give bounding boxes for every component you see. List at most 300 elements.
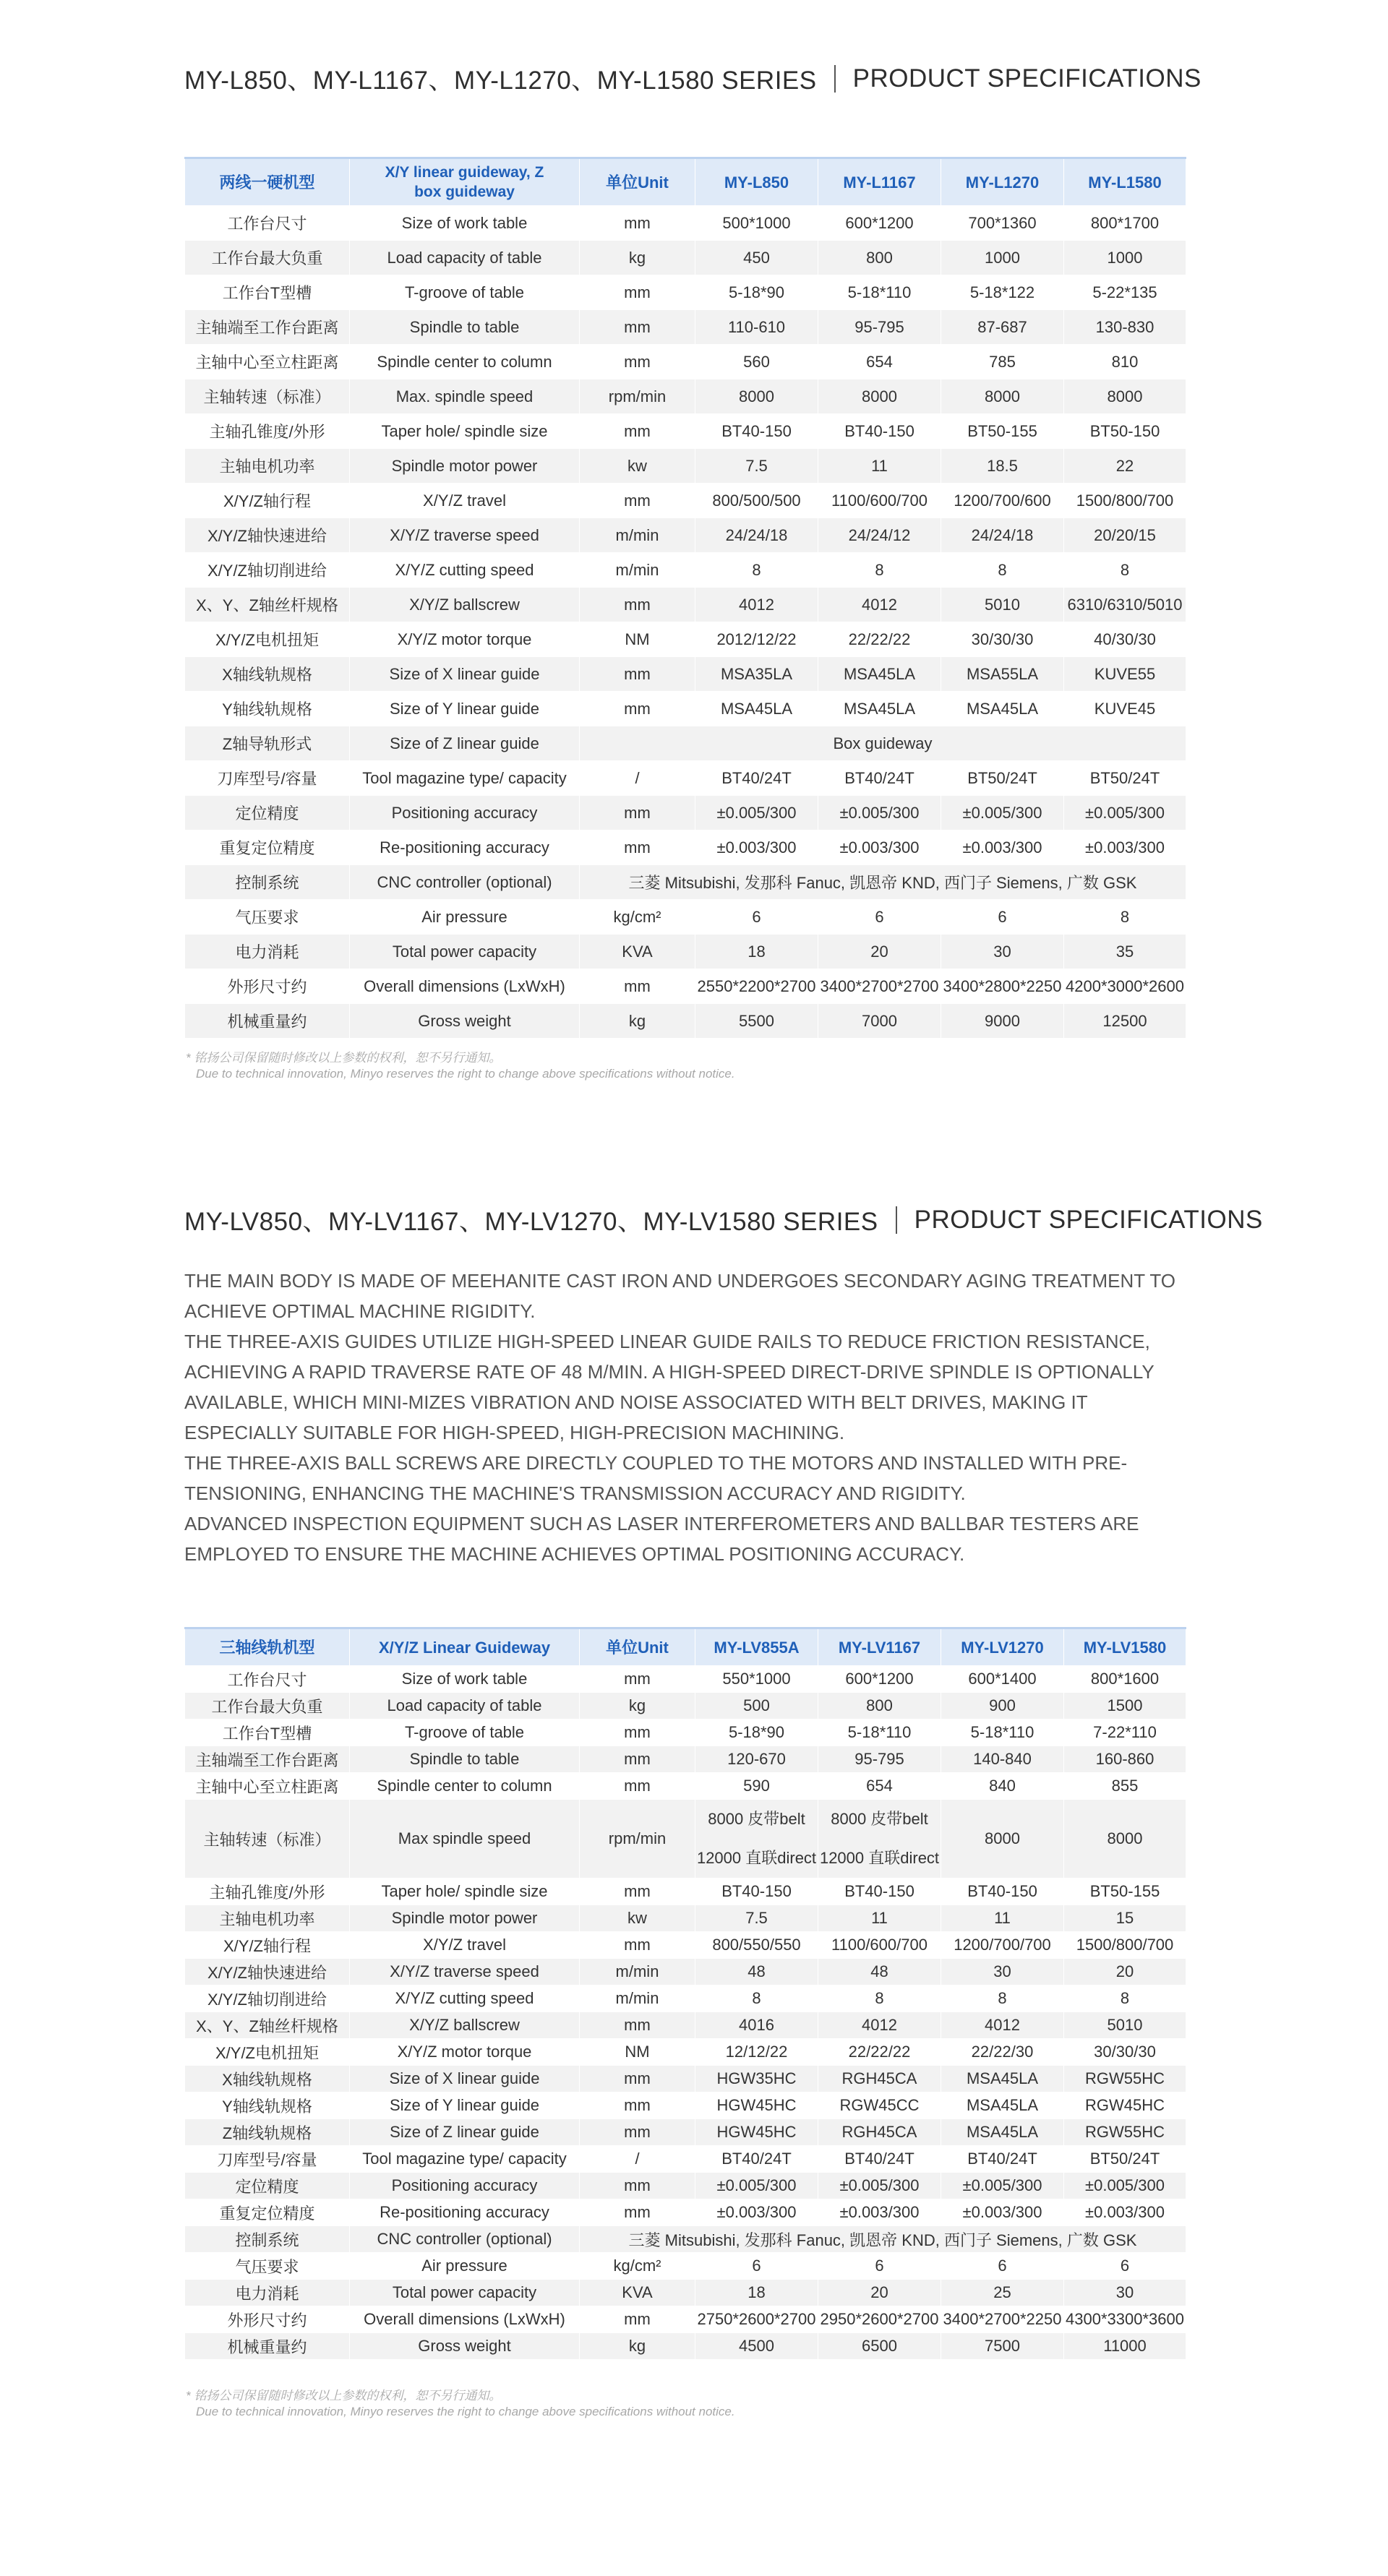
spec-value: 6 (941, 900, 1064, 935)
table-row (185, 1666, 1186, 1693)
spec-value-span: 三菱 Mitsubishi, 发那科 Fanuc, 凯恩帝 KND, 西门子 Siemens, 广数 GSK (580, 2226, 1186, 2253)
footnote-cn: * 铭扬公司保留随时修改以上参数的权利，恕不另行通知。 (186, 2389, 502, 2403)
param-name-cn: 主轴中心至立柱距离 (185, 1773, 350, 1800)
param-unit: kw (580, 1905, 695, 1932)
spec-value: 5-18*110 (818, 275, 941, 310)
table-row (185, 657, 1186, 692)
table-header-row (185, 1628, 1186, 1666)
table-row (185, 241, 1186, 275)
param-name-cn: 主轴转速（标准） (185, 379, 350, 414)
spec-value: BT40-150 (695, 414, 818, 449)
spec-value: BT40/24T (818, 2146, 941, 2173)
param-name-cn: 工作台尺寸 (185, 206, 350, 241)
param-name-en: Max. spindle speed (350, 379, 580, 414)
param-name-en: Spindle center to column (350, 1773, 580, 1800)
spec-value-line: 12000 直联direct (819, 1849, 940, 1867)
param-unit: mm (580, 1720, 695, 1746)
param-name-cn: X轴线轨规格 (185, 2066, 350, 2092)
spec-value: 22/22/30 (941, 2039, 1064, 2066)
title-separator (834, 65, 836, 93)
spec-value: 810 (1064, 345, 1186, 379)
spec-value: 1100/600/700 (818, 484, 941, 518)
spec-value: 20/20/15 (1064, 518, 1186, 553)
spec-value: 30 (941, 1959, 1064, 1985)
spec-value: 6 (1064, 2253, 1186, 2280)
table-row (185, 1746, 1186, 1773)
spec-value: 11 (941, 1905, 1064, 1932)
spec-value: 2950*2600*2700 (818, 2306, 941, 2333)
table-row (185, 2253, 1186, 2280)
spec-value: 8000 (695, 379, 818, 414)
spec-value: 25 (941, 2280, 1064, 2306)
table-row (185, 449, 1186, 484)
column-header: MY-LV1167 (818, 1628, 941, 1666)
spec-value: 87-687 (941, 310, 1064, 345)
param-unit: mm (580, 345, 695, 379)
table-row (185, 2280, 1186, 2306)
param-name-cn: X/Y/Z轴切削进给 (185, 553, 350, 588)
table-row (185, 1720, 1186, 1746)
spec-value: 4012 (818, 2012, 941, 2039)
spec-value: 30 (1064, 2280, 1186, 2306)
spec-value: 800*1600 (1064, 1666, 1186, 1693)
spec-value: BT50-150 (1064, 414, 1186, 449)
param-unit: KVA (580, 935, 695, 969)
param-unit: mm (580, 2092, 695, 2119)
table-row (185, 1693, 1186, 1720)
param-name-en: X/Y/Z cutting speed (350, 553, 580, 588)
param-name-en: X/Y/Z motor torque (350, 622, 580, 657)
param-name-en: Spindle to table (350, 1746, 580, 1773)
param-name-en: Size of X linear guide (350, 2066, 580, 2092)
spec-value: 140-840 (941, 1746, 1064, 1773)
param-name-en: Total power capacity (350, 935, 580, 969)
spec-value: 4012 (818, 588, 941, 622)
param-name-en: Tool magazine type/ capacity (350, 2146, 580, 2173)
spec-value: MSA45LA (818, 657, 941, 692)
param-name-cn: 机械重量约 (185, 1004, 350, 1039)
spec-value: 12/12/22 (695, 2039, 818, 2066)
param-name-en: Gross weight (350, 2333, 580, 2360)
param-name-en: X/Y/Z travel (350, 484, 580, 518)
table-row (185, 830, 1186, 865)
param-name-cn: 工作台最大负重 (185, 241, 350, 275)
param-unit: kg/cm² (580, 900, 695, 935)
param-name-cn: 机械重量约 (185, 2333, 350, 2360)
spec-value: MSA45LA (818, 692, 941, 726)
spec-value: 5500 (695, 1004, 818, 1039)
param-unit: mm (580, 275, 695, 310)
param-name-cn: X/Y/Z轴切削进给 (185, 1985, 350, 2012)
section2-description (184, 1266, 1196, 1569)
table-row (185, 2092, 1186, 2119)
spec-value: ±0.005/300 (1064, 796, 1186, 830)
param-unit: mm (580, 206, 695, 241)
spec-value: 600*1400 (941, 1666, 1064, 1693)
spec-value: BT50-155 (1064, 1879, 1186, 1905)
param-name-en: Max spindle speed (350, 1800, 580, 1879)
param-name-cn: 工作台最大负重 (185, 1693, 350, 1720)
spec-value: 550*1000 (695, 1666, 818, 1693)
spec-value: 3400*2700*2700 (818, 969, 941, 1004)
param-name-cn: 定位精度 (185, 796, 350, 830)
spec-value: BT40-150 (818, 1879, 941, 1905)
param-name-cn: 外形尺寸约 (185, 2306, 350, 2333)
spec-value: 8 (941, 553, 1064, 588)
spec-value: 8 (818, 553, 941, 588)
spec-value: MSA45LA (941, 692, 1064, 726)
param-name-en: Load capacity of table (350, 241, 580, 275)
spec-value: 8000 (818, 379, 941, 414)
param-name-cn: 定位精度 (185, 2173, 350, 2199)
param-name-en: Air pressure (350, 2253, 580, 2280)
param-name-cn: 主轴孔锥度/外形 (185, 1879, 350, 1905)
spec-value: MSA45LA (941, 2092, 1064, 2119)
spec-value: 5-18*110 (818, 1720, 941, 1746)
spec-value: 800*1700 (1064, 206, 1186, 241)
param-unit: mm (580, 1932, 695, 1959)
spec-value: 7.5 (695, 1905, 818, 1932)
table-row (185, 1905, 1186, 1932)
footnote-cn: * 铭扬公司保留随时修改以上参数的权利，恕不另行通知。 (186, 1051, 502, 1065)
spec-value: 30 (941, 935, 1064, 969)
param-unit: mm (580, 1666, 695, 1693)
spec-value: 4200*3000*2600 (1064, 969, 1186, 1004)
param-name-cn: 工作台T型槽 (185, 1720, 350, 1746)
spec-value (818, 1800, 941, 1879)
spec-value-line: 8000 皮带belt (708, 1810, 805, 1828)
table-row (185, 414, 1186, 449)
table-row (185, 935, 1186, 969)
param-unit: mm (580, 2199, 695, 2226)
spec-value: ±0.005/300 (695, 796, 818, 830)
param-name-cn: X/Y/Z电机扭矩 (185, 622, 350, 657)
spec-value: 8000 (941, 1800, 1064, 1879)
spec-value: 6 (941, 2253, 1064, 2280)
param-unit: mm (580, 1879, 695, 1905)
spec-value: ±0.005/300 (941, 2173, 1064, 2199)
param-name-cn: 气压要求 (185, 900, 350, 935)
param-name-en: X/Y/Z travel (350, 1932, 580, 1959)
param-name-cn: 主轴中心至立柱距离 (185, 345, 350, 379)
spec-value: 5-18*90 (695, 275, 818, 310)
param-name-cn: 主轴端至工作台距离 (185, 310, 350, 345)
description-paragraph: THE MAIN BODY IS MADE OF MEEHANITE CAST IRON AND UNDERGOES SECONDARY AGING TREATMENT TO ACHIEVE OPTIMAL MACHINE RIGIDITY. (184, 1270, 1176, 1322)
spec-value: 2550*2200*2700 (695, 969, 818, 1004)
param-name-en: Total power capacity (350, 2280, 580, 2306)
param-unit: mm (580, 484, 695, 518)
table-row (185, 2173, 1186, 2199)
spec-value: BT40-150 (818, 414, 941, 449)
param-unit: kg/cm² (580, 2253, 695, 2280)
spec-value: 1500/800/700 (1064, 484, 1186, 518)
spec-value: 20 (1064, 1959, 1186, 1985)
spec-value: ±0.005/300 (695, 2173, 818, 2199)
table-row (185, 2306, 1186, 2333)
param-name-cn: 工作台T型槽 (185, 275, 350, 310)
spec-value: 1500 (1064, 1693, 1186, 1720)
spec-value: 800/500/500 (695, 484, 818, 518)
param-name-cn: X轴线轨规格 (185, 657, 350, 692)
param-name-en: Size of Y linear guide (350, 692, 580, 726)
param-name-en: X/Y/Z traverse speed (350, 1959, 580, 1985)
param-unit: mm (580, 2012, 695, 2039)
spec-value: 30/30/30 (941, 622, 1064, 657)
param-unit: mm (580, 1746, 695, 1773)
param-name-cn: Y轴线轨规格 (185, 2092, 350, 2119)
spec-value: 5-22*135 (1064, 275, 1186, 310)
section1-title (184, 61, 1201, 97)
param-unit: m/min (580, 1959, 695, 1985)
table-row (185, 1879, 1186, 1905)
spec-value: ±0.003/300 (695, 830, 818, 865)
spec-value: 95-795 (818, 310, 941, 345)
spec-value: 5-18*90 (695, 1720, 818, 1746)
spec-value: 8 (818, 1985, 941, 2012)
spec-value: 5010 (941, 588, 1064, 622)
table-row (185, 622, 1186, 657)
spec-value: 3400*2700*2250 (941, 2306, 1064, 2333)
table-row (185, 2146, 1186, 2173)
spec-value: 8000 (1064, 379, 1186, 414)
param-unit: kw (580, 449, 695, 484)
spec-value: BT40/24T (695, 761, 818, 796)
spec-value: 8000 (1064, 1800, 1186, 1879)
spec-value: 24/24/12 (818, 518, 941, 553)
param-unit: mm (580, 2119, 695, 2146)
column-header: MY-L1580 (1064, 158, 1186, 206)
param-unit: NM (580, 622, 695, 657)
param-name-en: Size of X linear guide (350, 657, 580, 692)
spec-value: 1000 (941, 241, 1064, 275)
table-header-row (185, 158, 1186, 206)
param-name-en: Re-positioning accuracy (350, 830, 580, 865)
param-name-cn: Y轴线轨规格 (185, 692, 350, 726)
spec-value: 4300*3300*3600 (1064, 2306, 1186, 2333)
table-row (185, 2199, 1186, 2226)
spec-value: 160-860 (1064, 1746, 1186, 1773)
spec-value: 5-18*122 (941, 275, 1064, 310)
param-unit: mm (580, 2173, 695, 2199)
spec-value: 11 (818, 1905, 941, 1932)
spec-value: HGW35HC (695, 2066, 818, 2092)
column-header: X/Y/Z Linear Guideway (350, 1628, 580, 1666)
param-name-en: X/Y/Z ballscrew (350, 588, 580, 622)
param-name-cn: 主轴端至工作台距离 (185, 1746, 350, 1773)
param-unit: / (580, 761, 695, 796)
spec-value: BT40-150 (941, 1879, 1064, 1905)
spec-value: 6 (818, 900, 941, 935)
column-header: MY-LV1270 (941, 1628, 1064, 1666)
section1-footnote (186, 1050, 735, 1082)
table-row (185, 588, 1186, 622)
param-name-en: Spindle motor power (350, 449, 580, 484)
spec-value: 5010 (1064, 2012, 1186, 2039)
spec-value (695, 1800, 818, 1879)
spec-value: 18.5 (941, 449, 1064, 484)
spec-value: KUVE45 (1064, 692, 1186, 726)
param-unit: mm (580, 588, 695, 622)
spec-value: 1100/600/700 (818, 1932, 941, 1959)
spec-value: 8000 (941, 379, 1064, 414)
table-row (185, 379, 1186, 414)
param-name-en: Taper hole/ spindle size (350, 1879, 580, 1905)
param-name-cn: X/Y/Z轴快速进给 (185, 518, 350, 553)
spec-value: 7.5 (695, 449, 818, 484)
column-header: 单位Unit (580, 1628, 695, 1666)
spec-value: 22/22/22 (818, 622, 941, 657)
spec-value: MSA35LA (695, 657, 818, 692)
param-name-cn: 重复定位精度 (185, 2199, 350, 2226)
spec-value: 24/24/18 (941, 518, 1064, 553)
footnote-en: Due to technical innovation, Minyo reserves the right to change above specifications without notice. (196, 2405, 735, 2418)
spec-value: 22 (1064, 449, 1186, 484)
param-unit: mm (580, 830, 695, 865)
table-row (185, 2039, 1186, 2066)
spec-value: 2012/12/22 (695, 622, 818, 657)
spec-value: RGW55HC (1064, 2119, 1186, 2146)
spec-value: ±0.003/300 (941, 2199, 1064, 2226)
param-name-en: X/Y/Z ballscrew (350, 2012, 580, 2039)
description-paragraph: THE THREE-AXIS BALL SCREWS ARE DIRECTLY COUPLED TO THE MOTORS AND INSTALLED WITH PRE-TENSIONING, ENHANCING THE MACHINE'S TRANSMISSION ACCURACY AND RIGIDITY. (184, 1452, 1128, 1504)
param-unit: mm (580, 796, 695, 830)
spec-value: MSA45LA (695, 692, 818, 726)
spec-value: KUVE55 (1064, 657, 1186, 692)
spec-value-line: 12000 直联direct (696, 1849, 817, 1867)
spec-value-span: 三菱 Mitsubishi, 发那科 Fanuc, 凯恩帝 KND, 西门子 Siemens, 广数 GSK (580, 865, 1186, 900)
spec-value: MSA45LA (941, 2119, 1064, 2146)
spec-value: 785 (941, 345, 1064, 379)
param-unit: mm (580, 2306, 695, 2333)
param-name-en: Overall dimensions (LxWxH) (350, 969, 580, 1004)
table-row (185, 206, 1186, 241)
spec-value-span: Box guideway (580, 726, 1186, 761)
spec-value: 800/550/550 (695, 1932, 818, 1959)
spec-value: MSA45LA (941, 2066, 1064, 2092)
param-name-en: Size of Z linear guide (350, 2119, 580, 2146)
spec-value: 6 (695, 900, 818, 935)
param-name-cn: 主轴电机功率 (185, 449, 350, 484)
spec-value: 8 (695, 1985, 818, 2012)
table-row (185, 1004, 1186, 1039)
spec-value: 22/22/22 (818, 2039, 941, 2066)
column-header: 单位Unit (580, 158, 695, 206)
spec-value: HGW45HC (695, 2092, 818, 2119)
spec-value: 700*1360 (941, 206, 1064, 241)
table-row (185, 553, 1186, 588)
param-name-cn: 重复定位精度 (185, 830, 350, 865)
spec-value: ±0.005/300 (1064, 2173, 1186, 2199)
table-row (185, 310, 1186, 345)
footnote-en: Due to technical innovation, Minyo reserves the right to change above specifications without notice. (196, 1067, 735, 1081)
spec-value: BT40/24T (941, 2146, 1064, 2173)
spec-value: 9000 (941, 1004, 1064, 1039)
param-name-en: Taper hole/ spindle size (350, 414, 580, 449)
spec-value: 1200/700/700 (941, 1932, 1064, 1959)
section2-series-title: MY-LV850、MY-LV1167、MY-LV1270、MY-LV1580 SERIES (184, 1208, 878, 1236)
table-row (185, 275, 1186, 310)
spec-value: 48 (695, 1959, 818, 1985)
column-header: 两线一硬机型 (185, 158, 350, 206)
param-name-cn: 控制系统 (185, 2226, 350, 2253)
spec-value: 6500 (818, 2333, 941, 2360)
spec-value: RGH45CA (818, 2066, 941, 2092)
param-name-en: X/Y/Z motor torque (350, 2039, 580, 2066)
spec-value: 18 (695, 935, 818, 969)
param-name-cn: 主轴孔锥度/外形 (185, 414, 350, 449)
param-name-cn: 刀库型号/容量 (185, 2146, 350, 2173)
spec-value: 840 (941, 1773, 1064, 1800)
section2-spec-title: PRODUCT SPECIFICATIONS (914, 1206, 1263, 1234)
param-name-en: Size of work table (350, 1666, 580, 1693)
param-name-cn: Z轴线轨规格 (185, 2119, 350, 2146)
spec-value: 130-830 (1064, 310, 1186, 345)
param-unit: kg (580, 2333, 695, 2360)
section2-footnote (186, 2388, 735, 2420)
spec-value-line: 8000 皮带belt (831, 1810, 928, 1828)
spec-value: 6 (695, 2253, 818, 2280)
spec-value: 7500 (941, 2333, 1064, 2360)
param-unit: mm (580, 969, 695, 1004)
spec-value: 800 (818, 1693, 941, 1720)
spec-value: MSA55LA (941, 657, 1064, 692)
param-name-en: Positioning accuracy (350, 796, 580, 830)
param-name-en: Re-positioning accuracy (350, 2199, 580, 2226)
param-unit: rpm/min (580, 1800, 695, 1879)
param-name-en: CNC controller (optional) (350, 865, 580, 900)
spec-value: 4012 (941, 2012, 1064, 2039)
spec-value: BT40/24T (818, 761, 941, 796)
spec-value: 450 (695, 241, 818, 275)
description-paragraph: THE THREE-AXIS GUIDES UTILIZE HIGH-SPEED LINEAR GUIDE RAILS TO REDUCE FRICTION RESISTANCE, ACHIEVING A RAPID TRAVERSE RATE OF 48 M/MIN. A HIGH-SPEED DIRECT-DRIVE SPINDLE IS OPTIONALLY AVAILABLE, WHICH MINI-MIZES VIBRATION AND NOISE ASSOCIATED WITH BELT DRIVES, MAKING IT ESPECIALLY SUITABLE FOR HIGH-SPEED, HIGH-PRECISION MACHINING. (184, 1331, 1154, 1443)
spec-value: ±0.005/300 (818, 796, 941, 830)
spec-value: 855 (1064, 1773, 1186, 1800)
spec-value: 7000 (818, 1004, 941, 1039)
param-unit: kg (580, 1693, 695, 1720)
spec-value: 20 (818, 935, 941, 969)
table-row (185, 484, 1186, 518)
spec-value: 11 (818, 449, 941, 484)
column-header: MY-L1167 (818, 158, 941, 206)
table-row (185, 2333, 1186, 2360)
param-unit: rpm/min (580, 379, 695, 414)
spec-value: 8 (1064, 900, 1186, 935)
spec-value: ±0.003/300 (695, 2199, 818, 2226)
table-row (185, 900, 1186, 935)
spec-value: 12500 (1064, 1004, 1186, 1039)
param-name-cn: 主轴电机功率 (185, 1905, 350, 1932)
param-unit: m/min (580, 553, 695, 588)
description-paragraph: ADVANCED INSPECTION EQUIPMENT SUCH AS LASER INTERFEROMETERS AND BALLBAR TESTERS ARE EMPLOYED TO ENSURE THE MACHINE ACHIEVES OPTIMAL POSITIONING ACCURACY. (184, 1513, 1139, 1565)
param-name-en: Size of work table (350, 206, 580, 241)
table-row (185, 1959, 1186, 1985)
param-name-en: X/Y/Z traverse speed (350, 518, 580, 553)
param-name-en: Spindle motor power (350, 1905, 580, 1932)
spec-value: 6 (818, 2253, 941, 2280)
spec-value: 4500 (695, 2333, 818, 2360)
param-name-en: Air pressure (350, 900, 580, 935)
param-name-cn: X/Y/Z轴行程 (185, 1932, 350, 1959)
spec-value: BT50-155 (941, 414, 1064, 449)
param-name-cn: X/Y/Z轴快速进给 (185, 1959, 350, 1985)
spec-value: 95-795 (818, 1746, 941, 1773)
spec-value: 600*1200 (818, 206, 941, 241)
spec-value: 590 (695, 1773, 818, 1800)
spec-value: 500 (695, 1693, 818, 1720)
spec-value: 11000 (1064, 2333, 1186, 2360)
table-row (185, 2012, 1186, 2039)
spec-value: 2750*2600*2700 (695, 2306, 818, 2333)
